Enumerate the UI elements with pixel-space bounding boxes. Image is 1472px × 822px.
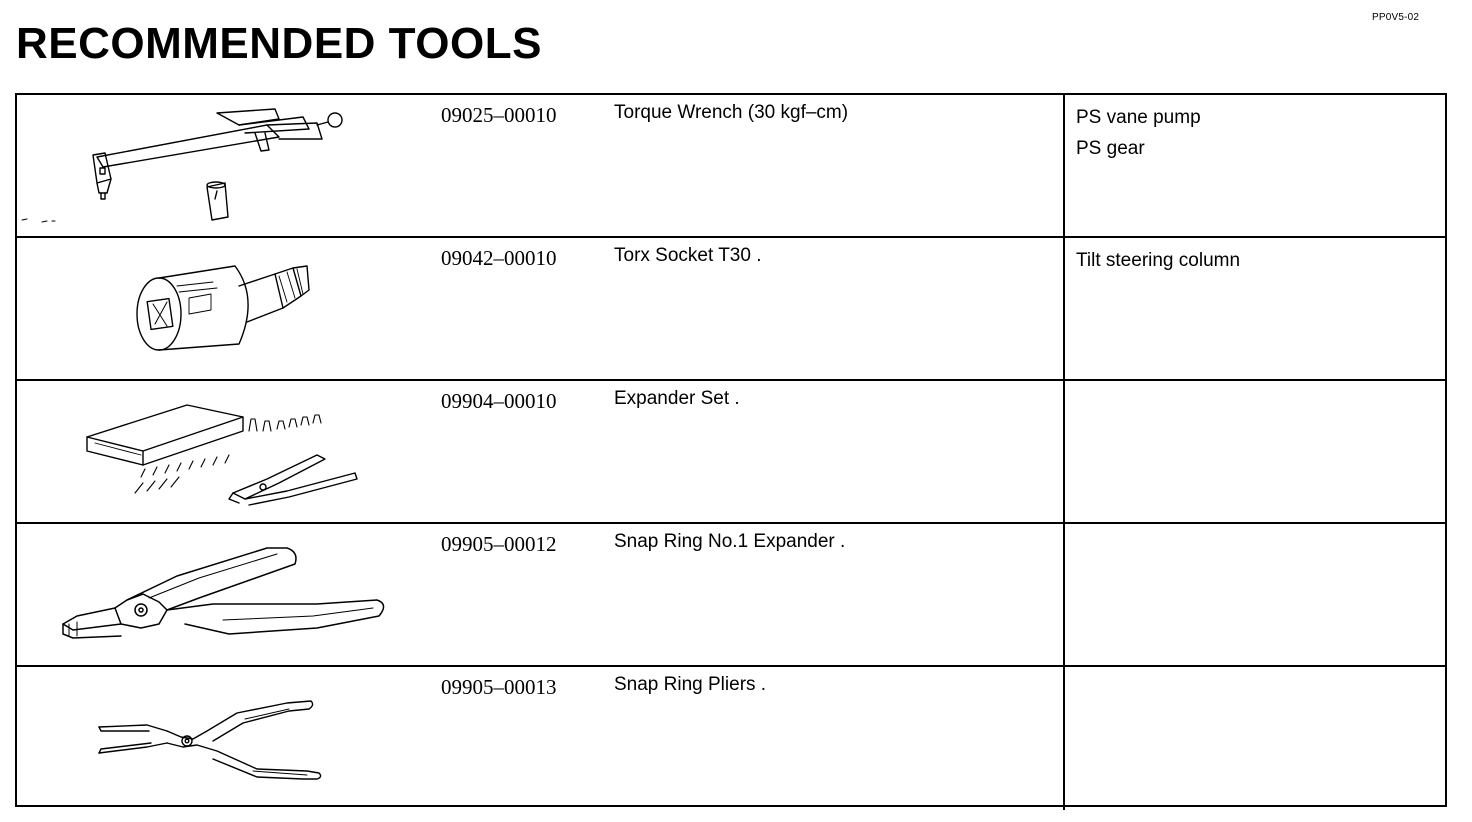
tools-table (15, 93, 1447, 807)
document-code: PP0V5-02 (1372, 12, 1420, 23)
table-row (17, 95, 1445, 238)
table-row (17, 524, 1445, 667)
snap-ring-pliers-icon (17, 667, 427, 810)
torx-socket-icon (17, 238, 427, 379)
expander-set-icon (17, 381, 427, 522)
table-row (17, 667, 1445, 810)
application-note: PS vane pump (1076, 107, 1201, 128)
table-row (17, 238, 1445, 381)
part-number: 09905–00012 (441, 532, 557, 556)
application-cell (1063, 381, 1445, 522)
tool-name: Torx Socket T30 . (614, 245, 762, 266)
tool-name: Snap Ring No.1 Expander . (614, 531, 846, 552)
application-cell (1063, 95, 1445, 236)
table-row (17, 381, 1445, 524)
part-number: 09904–00010 (441, 389, 557, 413)
page-title: RECOMMENDED TOOLS (16, 19, 542, 68)
part-number: 09025–00010 (441, 103, 557, 127)
part-number: 09905–00013 (441, 675, 557, 699)
torque-wrench-icon (17, 95, 427, 236)
application-cell (1063, 238, 1445, 379)
tool-name: Snap Ring Pliers . (614, 674, 767, 695)
tool-name: Torque Wrench (30 kgf–cm) (614, 102, 849, 123)
application-note: PS gear (1076, 138, 1145, 159)
application-cell (1063, 524, 1445, 665)
tool-name: Expander Set . (614, 388, 740, 409)
snap-ring-expander-icon (17, 524, 427, 665)
part-number: 09042–00010 (441, 246, 557, 270)
application-cell (1063, 667, 1445, 810)
application-note: Tilt steering column (1076, 250, 1241, 271)
